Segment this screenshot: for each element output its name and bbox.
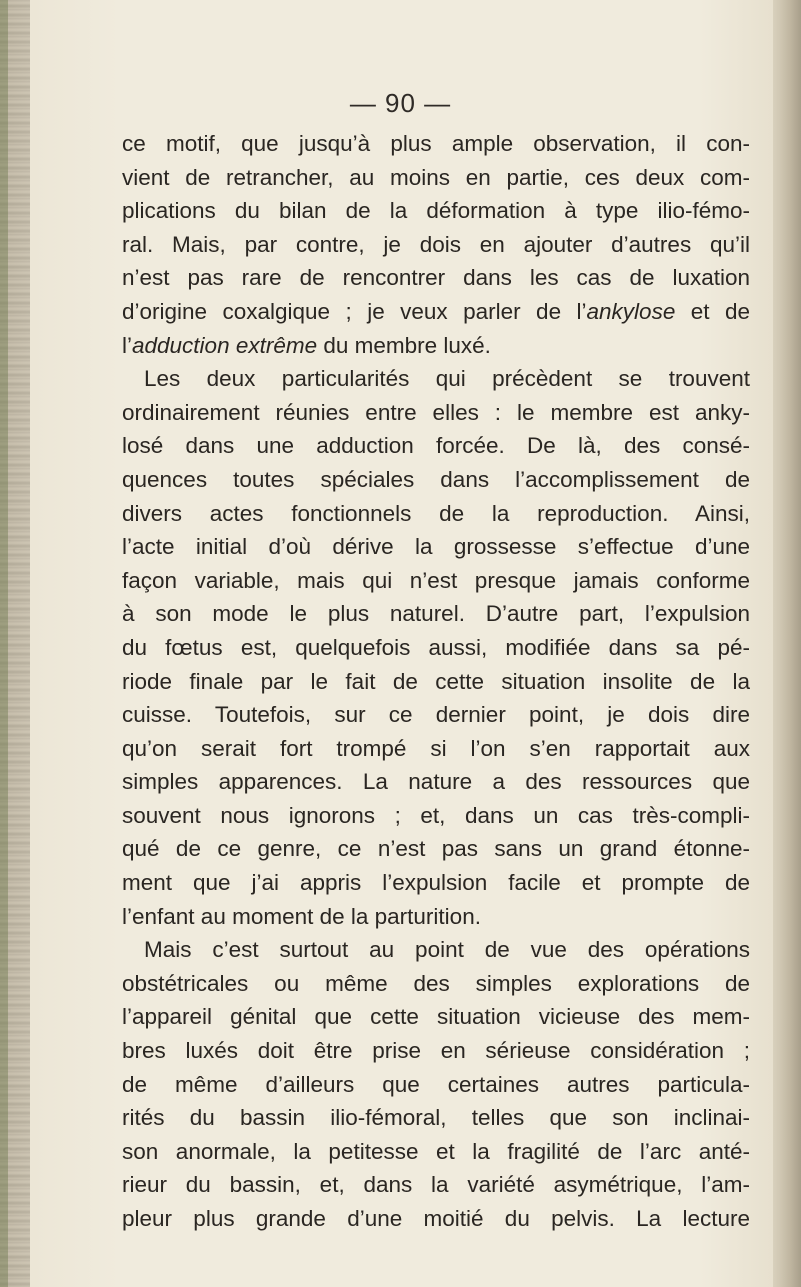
text-line <box>122 329 750 363</box>
text-line <box>122 1202 750 1236</box>
text-run: l’appareil génital que cette situation vicieuse des mem- <box>122 1004 750 1030</box>
text-line <box>122 295 750 329</box>
text-line <box>122 497 750 531</box>
text-run: de même d’ailleurs que certaines autres particula- <box>122 1071 750 1097</box>
text-line <box>122 429 750 463</box>
text-run: souvent nous ignorons ; et, dans un cas très-compli- <box>122 802 750 828</box>
text-run: plications du bilan de la déformation à type ilio-fémo- <box>122 198 750 224</box>
text-run: cuisse. Toutefois, sur ce dernier point, je dois dire <box>122 702 750 728</box>
text-line <box>122 900 750 934</box>
text-line <box>122 765 750 799</box>
text-line <box>122 698 750 732</box>
text-run: obstétricales ou même des simples explorations de <box>122 970 750 996</box>
text-line <box>122 1068 750 1102</box>
text-line <box>122 362 750 396</box>
text-run: façon variable, mais qui n’est presque jamais conforme <box>122 567 750 593</box>
text-run: l’enfant au moment de la parturition. <box>122 903 481 929</box>
text-line <box>122 832 750 866</box>
text-run: Mais c’est surtout au point de vue des opérations <box>144 937 750 963</box>
text-run: l’acte initial d’où dérive la grossesse s’effectue d’une <box>122 534 750 560</box>
text-line <box>122 799 750 833</box>
text-run: et de <box>675 298 750 324</box>
text-line <box>122 933 750 967</box>
text-run: rieur du bassin, et, dans la variété asymétrique, l’am- <box>122 1172 750 1198</box>
text-line <box>122 732 750 766</box>
text-line <box>122 564 750 598</box>
text-run: losé dans une adduction forcée. De là, des consé- <box>122 433 750 459</box>
text-line <box>122 194 750 228</box>
text-line <box>122 1000 750 1034</box>
text-line <box>122 597 750 631</box>
text-line <box>122 228 750 262</box>
text-run: qu’on serait fort trompé si l’on s’en rapportait aux <box>122 735 750 761</box>
text-run: n’est pas rare de rencontrer dans les cas de luxation <box>122 265 750 291</box>
text-run: pleur plus grande d’une moitié du pelvis. La lecture <box>122 1206 750 1231</box>
text-line <box>122 463 750 497</box>
right-page-edge <box>773 0 801 1287</box>
text-run: l’ <box>122 332 132 358</box>
text-run: ordinairement réunies entre elles : le membre est anky- <box>122 399 750 425</box>
text-run: ral. Mais, par contre, je dois en ajouter d’autres qu’il <box>122 231 750 257</box>
text-run: riode finale par le fait de cette situation insolite de la <box>122 668 750 694</box>
text-line <box>122 1168 750 1202</box>
text-line <box>122 396 750 430</box>
text-line <box>122 161 750 195</box>
text-line <box>122 631 750 665</box>
text-line <box>122 530 750 564</box>
italic-term: adduction extrême <box>132 332 318 358</box>
italic-term: ankylose <box>586 298 676 324</box>
text-run: Les deux particularités qui précèdent se trouvent <box>144 366 750 392</box>
text-run: ment que j’ai appris l’expulsion facile et prompte de <box>122 870 750 896</box>
text-line <box>122 665 750 699</box>
text-line <box>122 866 750 900</box>
body-text <box>122 127 750 1236</box>
text-line <box>122 127 750 161</box>
text-line <box>122 967 750 1001</box>
text-line <box>122 1034 750 1068</box>
page-number: — 90 — <box>349 88 452 118</box>
text-run: du membre luxé. <box>317 332 491 358</box>
text-run: bres luxés doit être prise en sérieuse considération ; <box>122 1038 750 1064</box>
text-run: ce motif, que jusqu’à plus ample observation, il con- <box>122 131 750 156</box>
text-run: d’origine coxalgique ; je veux parler de l’ <box>122 298 587 324</box>
text-run: vient de retrancher, au moins en partie, ces deux com- <box>122 164 750 190</box>
text-run: rités du bassin ilio-fémoral, telles que son inclinai- <box>122 1105 750 1131</box>
text-run: quences toutes spéciales dans l’accomplissement de <box>122 466 750 492</box>
left-binding-shadow <box>0 0 8 1287</box>
text-run: divers actes fonctionnels de la reproduction. Ainsi, <box>122 500 750 526</box>
text-line <box>122 1101 750 1135</box>
text-run: du fœtus est, quelquefois aussi, modifiée dans sa pé- <box>122 634 750 660</box>
text-run: son anormale, la petitesse et la fragilité de l’arc anté- <box>122 1138 750 1164</box>
text-run: à son mode le plus naturel. D’autre part, l’expulsion <box>122 601 750 627</box>
text-run: qué de ce genre, ce n’est pas sans un grand étonne- <box>122 836 750 862</box>
text-line <box>122 261 750 295</box>
text-run: simples apparences. La nature a des ressources que <box>122 769 750 795</box>
text-line <box>122 1135 750 1169</box>
